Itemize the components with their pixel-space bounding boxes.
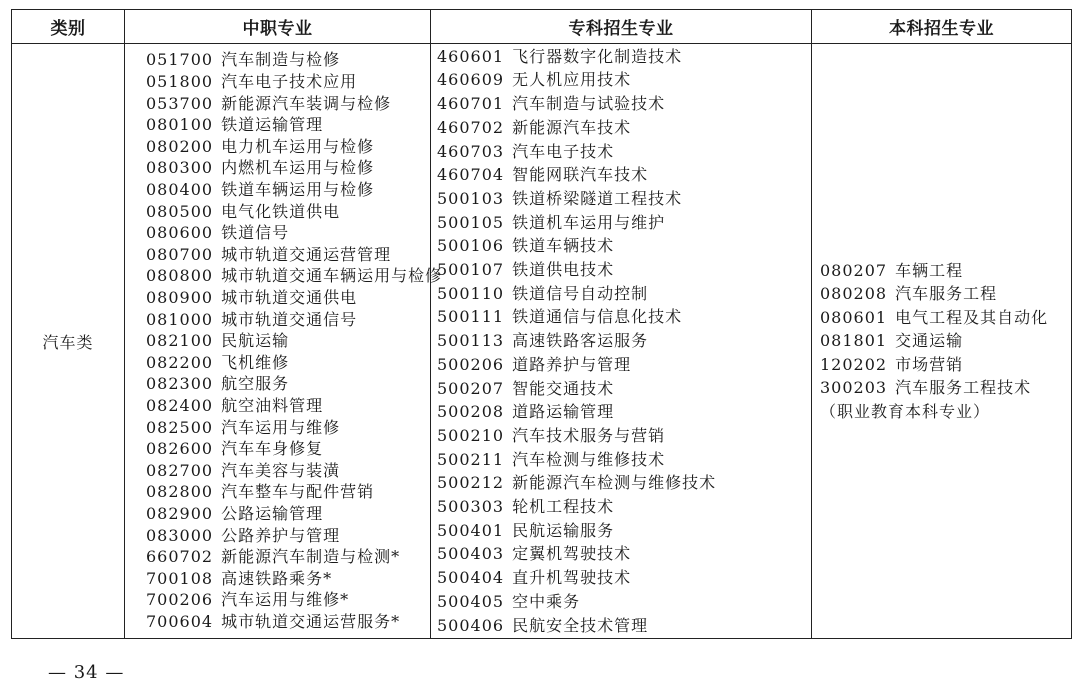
list-item [437, 140, 811, 164]
major-code: 080400 [146, 180, 214, 200]
major-name: 汽车电子技术 [512, 141, 615, 161]
major-name: 汽车车身修复 [221, 439, 324, 459]
major-name: 城市轨道交通运营管理 [221, 244, 392, 264]
list-item [437, 258, 811, 282]
list-item [437, 45, 811, 69]
list-item [146, 417, 430, 439]
list-item [820, 376, 1063, 423]
header-higher-vocational: 专科招生专业 [431, 10, 812, 44]
list-item [820, 282, 1063, 305]
major-code: 500106 [437, 236, 505, 256]
major-name: 民航安全技术管理 [512, 615, 649, 635]
list-item [437, 519, 811, 543]
major-code: 500405 [437, 591, 505, 611]
major-code: 081000 [146, 309, 214, 329]
major-name: 汽车电子技术应用 [221, 72, 358, 92]
major-name: 新能源汽车技术 [512, 117, 632, 137]
major-code: 460609 [437, 70, 505, 90]
major-name: 飞行器数字化制造技术 [512, 46, 683, 66]
major-code: 500401 [437, 520, 505, 540]
list-item [146, 114, 430, 136]
major-code: 700604 [146, 611, 214, 631]
list-item [146, 49, 430, 71]
major-name: 铁道机车运用与维护 [512, 212, 666, 232]
list-item [146, 71, 430, 93]
major-code: 500208 [437, 402, 505, 422]
header-bachelor: 本科招生专业 [812, 10, 1072, 44]
major-code: 080100 [146, 115, 214, 135]
list-item [820, 306, 1063, 329]
list-item [437, 566, 811, 590]
major-name: 直升机驾驶技术 [512, 568, 632, 588]
major-code: 460702 [437, 117, 505, 137]
major-name: 城市轨道交通车辆运用与检修 [221, 266, 443, 286]
table-row [12, 44, 1072, 639]
list-item [146, 611, 430, 633]
list-item [146, 287, 430, 309]
major-name: 智能交通技术 [512, 378, 615, 398]
major-code: 500210 [437, 425, 505, 445]
list-item [437, 187, 811, 211]
major-name: 市场营销 [895, 354, 964, 374]
major-code: 500110 [437, 283, 505, 303]
major-code: 082800 [146, 482, 214, 502]
major-name: 民航运输 [221, 331, 290, 351]
list-item [146, 157, 430, 179]
major-name: 民航运输服务 [512, 520, 615, 540]
list-item [146, 179, 430, 201]
major-name: 电气工程及其自动化 [895, 307, 1049, 327]
major-name: 汽车技术服务与营销 [512, 425, 666, 445]
major-name: 道路养护与管理 [512, 354, 632, 374]
list-item [146, 481, 430, 503]
major-code: 083000 [146, 525, 214, 545]
list-item [437, 377, 811, 401]
major-name: 新能源汽车检测与维修技术 [512, 473, 717, 493]
major-name: 汽车服务工程技术（职业教育本科专业） [820, 378, 1032, 421]
list-item [437, 353, 811, 377]
major-name: 汽车检测与维修技术 [512, 449, 666, 469]
list-item [437, 305, 811, 329]
major-code: 300203 [820, 378, 888, 398]
list-item [437, 68, 811, 92]
bachelor-cell [812, 44, 1072, 639]
major-code: 500303 [437, 497, 505, 517]
category-cell: 汽车类 [12, 44, 125, 639]
list-item [146, 352, 430, 374]
major-name: 空中乘务 [512, 591, 581, 611]
major-name: 车辆工程 [895, 261, 964, 281]
table-header-row [12, 10, 1072, 44]
list-item [437, 424, 811, 448]
list-item [146, 395, 430, 417]
major-code: 500107 [437, 260, 505, 280]
major-name: 公路养护与管理 [221, 525, 341, 545]
higher-vocational-list [431, 45, 811, 638]
major-code: 080900 [146, 288, 214, 308]
list-item [146, 201, 430, 223]
major-name: 汽车整车与配件营销 [221, 482, 375, 502]
list-item [146, 525, 430, 547]
list-item [820, 329, 1063, 352]
list-item [146, 546, 430, 568]
header-secondary-vocational: 中职专业 [125, 10, 431, 44]
major-code: 051700 [146, 50, 214, 70]
list-item [146, 568, 430, 590]
major-name: 铁道信号 [221, 223, 290, 243]
major-code: 660702 [146, 547, 214, 567]
major-name: 公路运输管理 [221, 503, 324, 523]
major-name: 电气化铁道供电 [221, 201, 341, 221]
major-code: 080200 [146, 136, 214, 156]
list-item [437, 92, 811, 116]
major-name: 汽车运用与维修* [221, 590, 350, 610]
page-number: — 34 — [48, 662, 125, 683]
major-code: 082700 [146, 460, 214, 480]
list-item [437, 211, 811, 235]
major-name: 轮机工程技术 [512, 497, 615, 517]
major-name: 高速铁路乘务* [221, 568, 333, 588]
major-name: 铁道运输管理 [221, 115, 324, 135]
major-code: 460701 [437, 94, 505, 114]
major-name: 铁道通信与信息化技术 [512, 307, 683, 327]
list-item [146, 309, 430, 331]
major-code: 500103 [437, 188, 505, 208]
major-code: 700108 [146, 568, 214, 588]
list-item [146, 330, 430, 352]
major-name: 飞机维修 [221, 352, 290, 372]
major-name: 航空服务 [221, 374, 290, 394]
major-name: 铁道车辆运用与检修 [221, 180, 375, 200]
list-item [146, 503, 430, 525]
list-item [437, 495, 811, 519]
major-name: 汽车服务工程 [895, 284, 998, 304]
major-code: 700206 [146, 590, 214, 610]
list-item [146, 589, 430, 611]
major-code: 500206 [437, 354, 505, 374]
major-code: 460601 [437, 46, 505, 66]
list-item [146, 222, 430, 244]
list-item [146, 93, 430, 115]
major-code: 500111 [437, 307, 505, 327]
list-item [437, 590, 811, 614]
list-item [146, 265, 443, 287]
list-item [437, 116, 811, 140]
major-code: 080300 [146, 158, 214, 178]
major-code: 080600 [146, 223, 214, 243]
major-code: 460704 [437, 165, 505, 185]
major-name: 航空油料管理 [221, 395, 324, 415]
major-name: 新能源汽车制造与检测* [221, 547, 401, 567]
secondary-vocational-list [125, 49, 443, 632]
major-name: 汽车制造与试验技术 [512, 94, 666, 114]
major-code: 080601 [820, 307, 888, 327]
major-code: 082200 [146, 352, 214, 372]
major-name: 汽车制造与检修 [221, 50, 341, 70]
list-item [437, 234, 811, 258]
list-item [146, 460, 430, 482]
major-code: 500113 [437, 331, 505, 351]
list-item [437, 282, 811, 306]
major-name: 智能网联汽车技术 [512, 165, 649, 185]
list-item [437, 163, 811, 187]
major-code: 082300 [146, 374, 214, 394]
list-item [146, 244, 430, 266]
major-name: 城市轨道交通运营服务* [221, 611, 401, 631]
major-code: 080500 [146, 201, 214, 221]
major-name: 铁道车辆技术 [512, 236, 615, 256]
header-category: 类别 [12, 10, 125, 44]
major-code: 082400 [146, 395, 214, 415]
major-code: 082600 [146, 439, 214, 459]
major-code: 120202 [820, 354, 888, 374]
major-name: 汽车运用与维修 [221, 417, 341, 437]
list-item [437, 542, 811, 566]
list-item [437, 400, 811, 424]
major-name: 交通运输 [895, 331, 964, 351]
list-item [437, 448, 811, 472]
major-code: 080207 [820, 261, 888, 281]
major-name: 铁道供电技术 [512, 260, 615, 280]
list-item [437, 329, 811, 353]
higher-vocational-cell [431, 44, 812, 639]
major-code: 082500 [146, 417, 214, 437]
list-item [146, 438, 430, 460]
major-code: 082100 [146, 331, 214, 351]
major-code: 500403 [437, 544, 505, 564]
major-catalog-table [11, 9, 1072, 639]
major-code: 460703 [437, 141, 505, 161]
major-name: 汽车美容与装潢 [221, 460, 341, 480]
major-name: 城市轨道交通供电 [221, 288, 358, 308]
major-code: 080800 [146, 266, 214, 286]
list-item [820, 353, 1063, 376]
list-item [820, 259, 1063, 282]
major-code: 080208 [820, 284, 888, 304]
major-name: 无人机应用技术 [512, 70, 632, 90]
major-code: 500212 [437, 473, 505, 493]
major-code: 051800 [146, 72, 214, 92]
list-item [437, 471, 811, 495]
list-item [146, 136, 430, 158]
major-name: 定翼机驾驶技术 [512, 544, 632, 564]
major-code: 500207 [437, 378, 505, 398]
major-name: 城市轨道交通信号 [221, 309, 358, 329]
major-name: 铁道信号自动控制 [512, 283, 649, 303]
major-code: 500404 [437, 568, 505, 588]
major-name: 电力机车运用与检修 [221, 136, 375, 156]
major-name: 高速铁路客运服务 [512, 331, 649, 351]
major-code: 080700 [146, 244, 214, 264]
bachelor-list [812, 259, 1071, 423]
major-code: 053700 [146, 93, 214, 113]
major-name: 铁道桥梁隧道工程技术 [512, 188, 683, 208]
major-code: 500406 [437, 615, 505, 635]
secondary-vocational-cell [125, 44, 443, 639]
major-code: 500211 [437, 449, 505, 469]
major-code: 081801 [820, 331, 888, 351]
list-item [437, 614, 811, 638]
major-name: 道路运输管理 [512, 402, 615, 422]
major-code: 082900 [146, 503, 214, 523]
list-item [146, 373, 430, 395]
major-name: 新能源汽车装调与检修 [221, 93, 392, 113]
major-code: 500105 [437, 212, 505, 232]
major-name: 内燃机车运用与检修 [221, 158, 375, 178]
